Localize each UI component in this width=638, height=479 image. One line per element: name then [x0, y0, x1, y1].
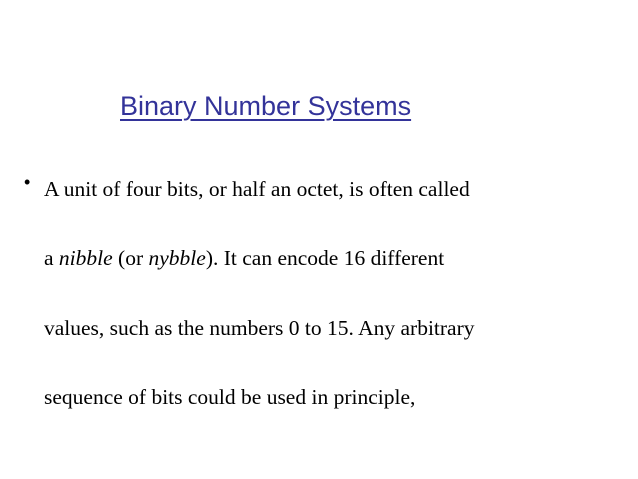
bullet-marker: • — [24, 172, 31, 192]
slide-title: Binary Number Systems — [120, 91, 412, 121]
line2-suffix: ). It can encode 16 different — [205, 246, 445, 270]
body-line-4: sequence of bits could be used in principle, — [44, 385, 416, 409]
body-line-2 — [44, 246, 444, 271]
term-nibble: nibble — [58, 246, 113, 270]
term-nybble: nybble — [148, 246, 206, 270]
body-line-3: values, such as the numbers 0 to 15. Any arbitrary — [44, 316, 475, 340]
line2-mid: (or — [112, 246, 149, 270]
line2-prefix: a — [44, 246, 59, 270]
body-line-1: A unit of four bits, or half an octet, is often called — [44, 177, 470, 201]
